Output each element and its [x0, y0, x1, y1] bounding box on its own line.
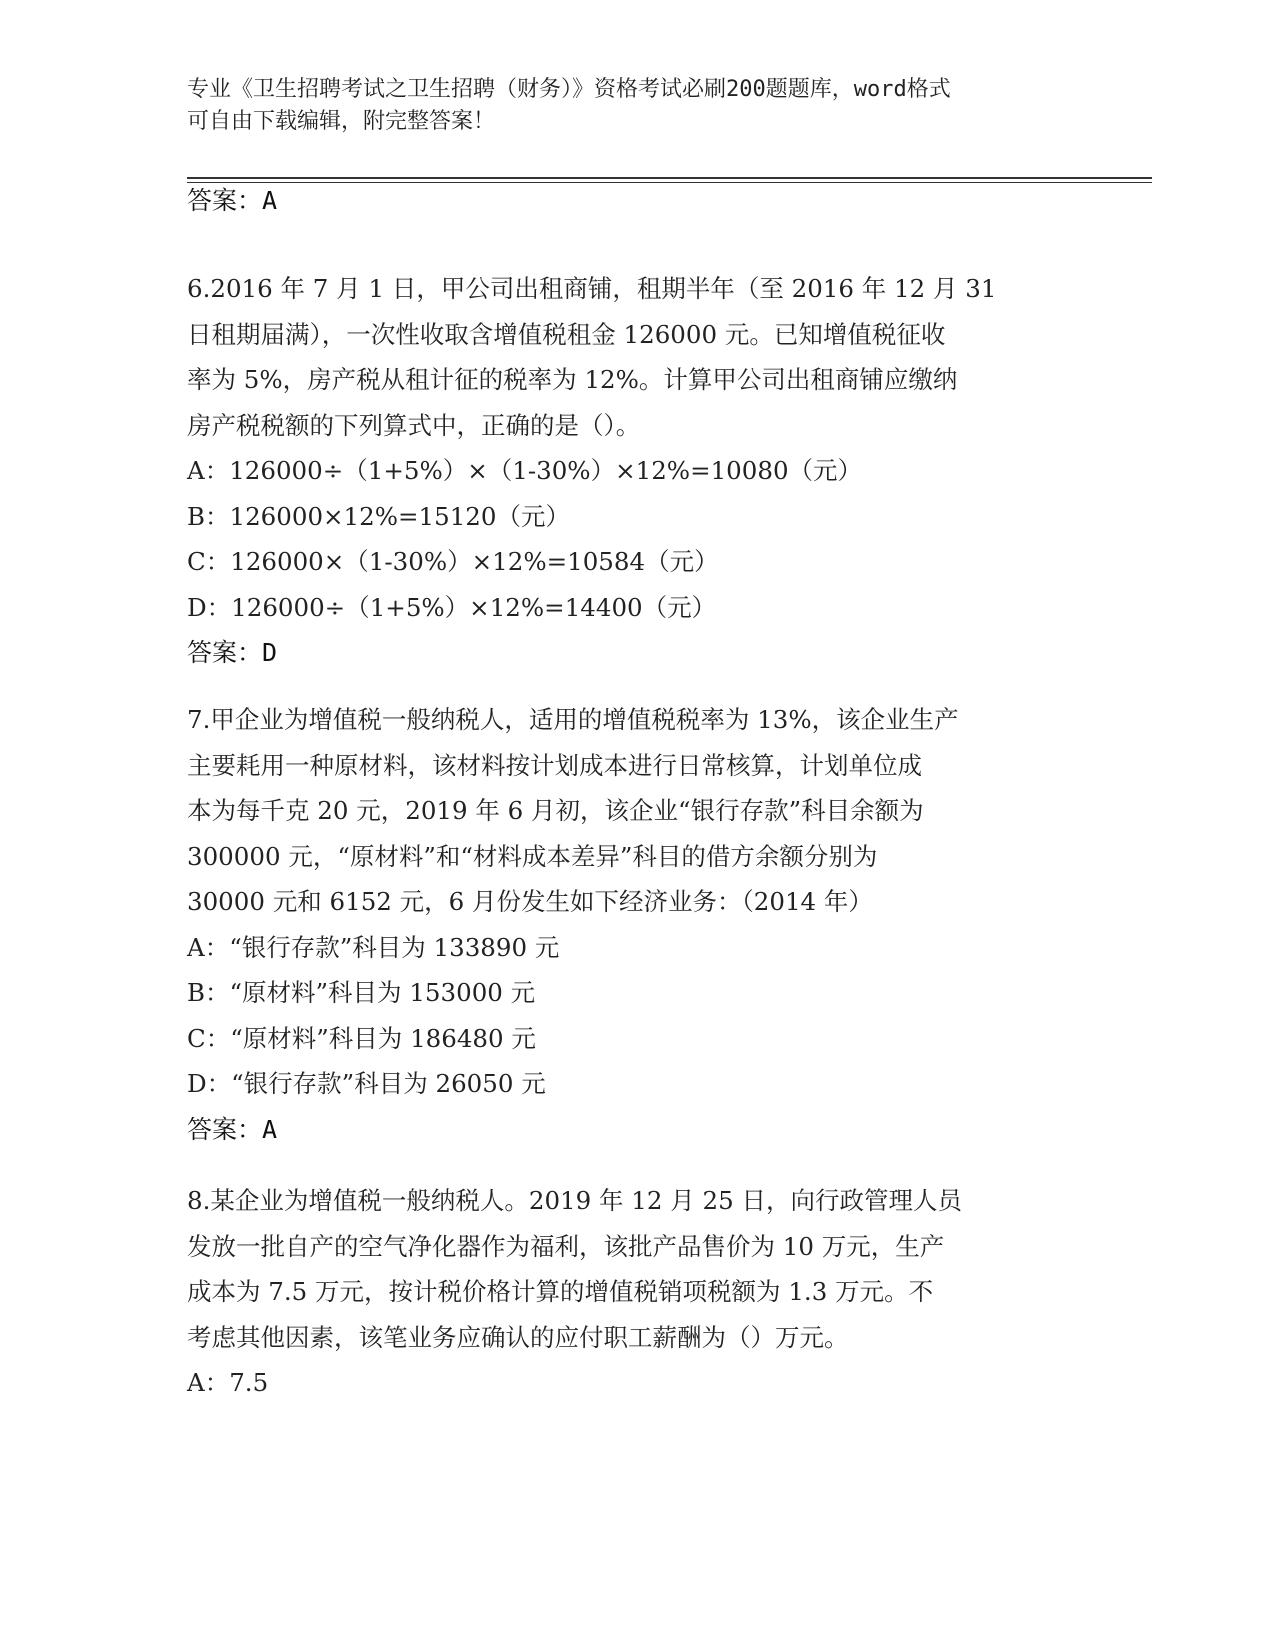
question-text-line: 发放一批自产的空气净化器作为福利，该批产品售价为 10 万元，生产	[187, 1231, 945, 1261]
option-a: A：126000÷（1+5%）×（1-30%）×12%=10080（元）	[187, 456, 863, 485]
page-header	[187, 74, 1067, 138]
answer-prev: 答案：A	[187, 186, 278, 215]
option-d: D：126000÷（1+5%）×12%=14400（元）	[187, 592, 717, 622]
question-text-line: 8.某企业为增值税一般纳税人。2019 年 12 月 25 日，向行政管理人员	[187, 1186, 963, 1215]
option-a: A：7.5	[187, 1368, 269, 1397]
question-text-line: 300000 元，“原材料”和“材料成本差异”科目的借方余额分别为	[187, 841, 878, 871]
header-line-1: 专业《卫生招聘考试之卫生招聘（财务）》资格考试必刷200题题库，word格式	[187, 77, 951, 102]
question-text-line: 本为每千克 20 元，2019 年 6 月初，该企业“银行存款”科目余额为	[187, 796, 924, 825]
question-text-line: 主要耗用一种原材料，该材料按计划成本进行日常核算，计划单位成	[187, 750, 922, 780]
question-text-line: 7.甲企业为增值税一般纳税人，适用的增值税税率为 13%，该企业生产	[187, 705, 959, 734]
question-text-line: 考虑其他因素，该笔业务应确认的应付职工薪酬为（）万元。	[187, 1322, 849, 1352]
question-8	[187, 1178, 1087, 1406]
header-line-2: 可自由下载编辑，附完整答案！	[187, 109, 496, 134]
option-c: C：“原材料”科目为 186480 元	[187, 1023, 536, 1053]
answer: 答案：A	[187, 1114, 278, 1144]
question-6	[187, 266, 1087, 676]
question-text-line: 率为 5%，房产税从租计征的税率为 12%。计算甲公司出租商铺应缴纳	[187, 365, 958, 394]
option-d: D：“银行存款”科目为 26050 元	[187, 1069, 546, 1098]
answer: 答案：D	[187, 638, 278, 667]
question-text-line: 房产税税额的下列算式中，正确的是（）。	[187, 410, 641, 440]
option-b: B：126000×12%=15120（元）	[187, 501, 570, 531]
option-a: A：“银行存款”科目为 133890 元	[187, 932, 560, 962]
question-text-line: 30000 元和 6152 元，6 月份发生如下经济业务：（2014 年）	[187, 887, 873, 916]
question-text-line: 日租期届满），一次性收取含增值税租金 126000 元。已知增值税征收	[187, 319, 946, 349]
option-c: C：126000×（1-30%）×12%=10584（元）	[187, 547, 719, 576]
question-text-line: 成本为 7.5 万元，按计税价格计算的增值税销项税额为 1.3 万元。不	[187, 1277, 934, 1306]
question-7	[187, 697, 1087, 1153]
option-b: B：“原材料”科目为 153000 元	[187, 978, 536, 1007]
question-text-line: 6.2016 年 7 月 1 日，甲公司出租商铺，租期半年（至 2016 年 12 月 31	[187, 274, 997, 303]
